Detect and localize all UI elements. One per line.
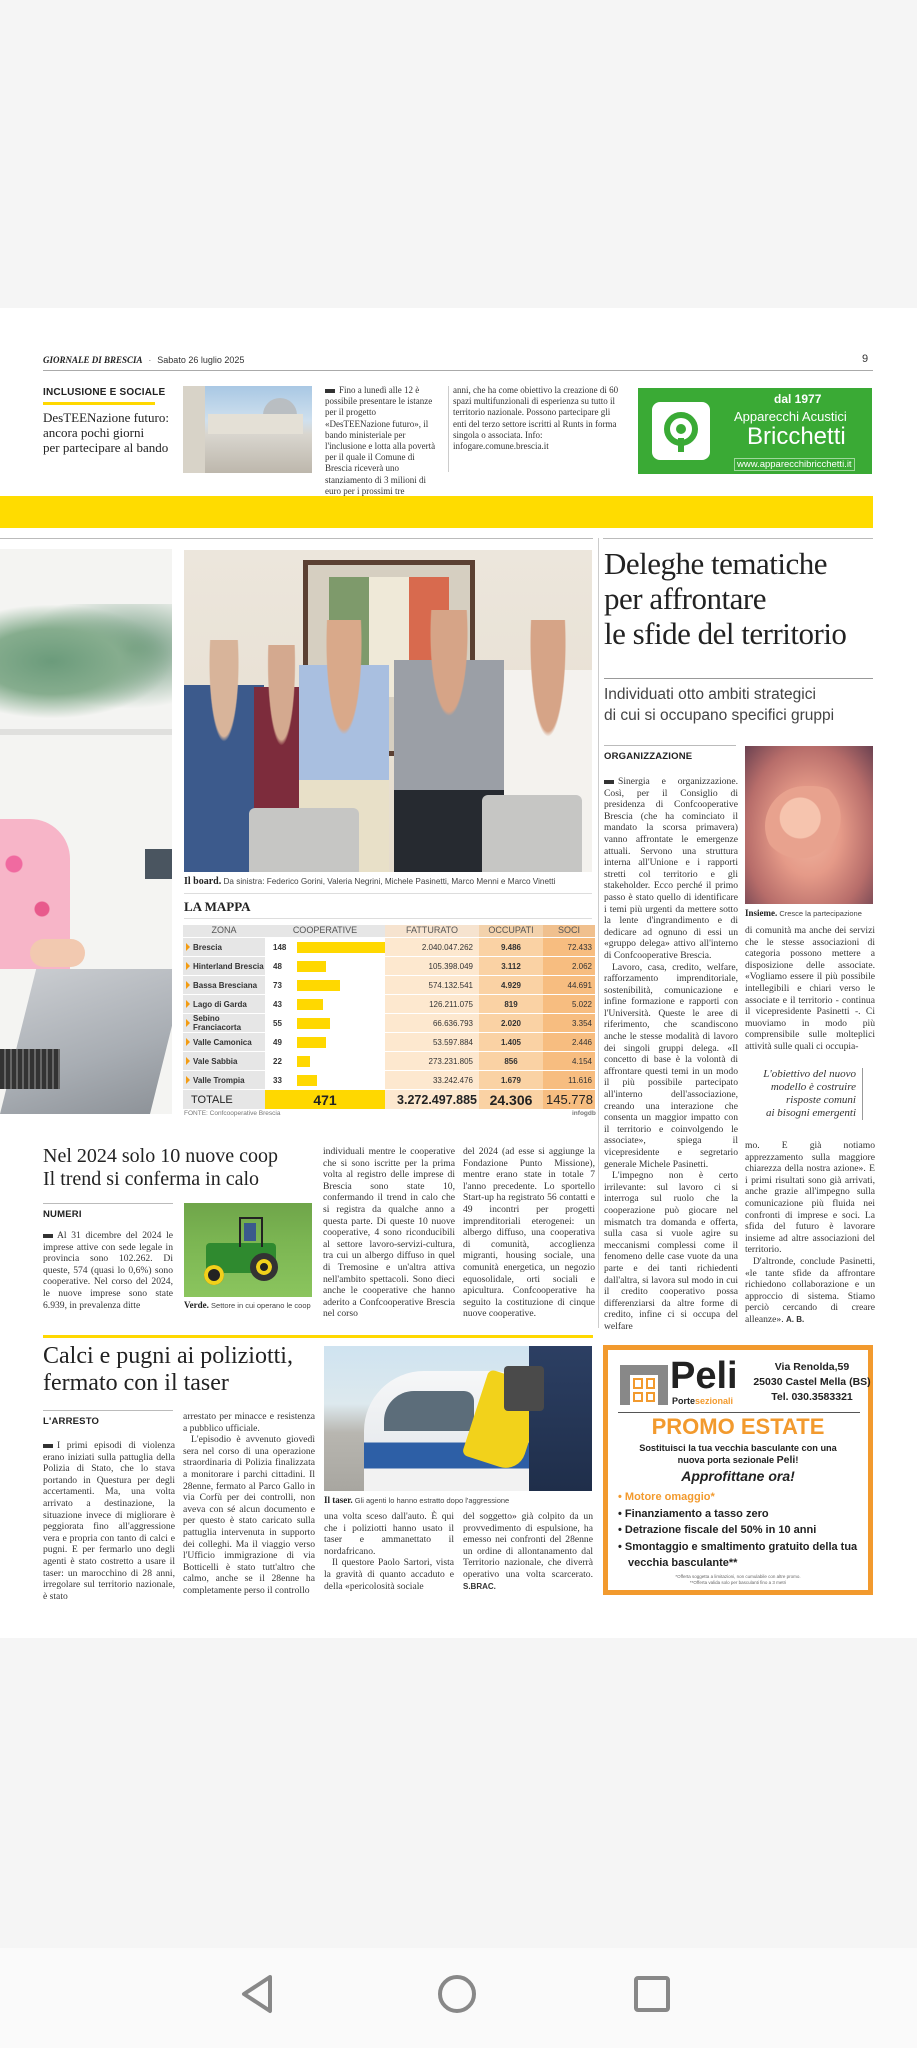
cell-occupati: 819	[479, 995, 543, 1013]
rule	[184, 893, 592, 894]
page-number: 9	[862, 353, 869, 365]
table-row	[183, 975, 595, 994]
table-row	[183, 1013, 595, 1032]
peli-brand: Peli	[670, 1355, 738, 1397]
rule	[184, 918, 592, 919]
peli-promo-title: PROMO ESTATE	[651, 1414, 825, 1439]
cell-fatturato: 66.636.793	[385, 1014, 479, 1032]
bricchetti-brand: Bricchetti	[747, 423, 846, 450]
cell-zona: Valle Trompia	[183, 1071, 265, 1089]
cell-zona: Bassa Bresciana	[183, 976, 265, 994]
rule	[604, 678, 873, 679]
cell-occupati: 9.486	[479, 938, 543, 956]
peli-bullet: • Detrazione fiscale del 50% in 10 anni	[618, 1524, 817, 1536]
table-row	[183, 956, 595, 975]
rule	[43, 1203, 173, 1204]
triangle-icon	[186, 962, 190, 970]
peli-address-line: Via Renolda,59	[774, 1361, 850, 1373]
peli-logo-icon	[620, 1365, 668, 1405]
main-col2b: mo. E già notiamo apprezzamento sulla maggiore chiarezza della nostra azione». E i primi risultati sono già arrivati, anche grazie all'impegno sulla comunicazione più fluida nei confronti di imprese e soci. La sfida del futuro è lavorare insieme ad altre associazioni del territorio. D'altronde, conclude Pasinetti, «le tante sfide da affrontare richiedono collaborazione e un approccio di sistema. Stiamo perciò cercando di creare alleanze». A. B.	[745, 1140, 875, 1325]
table-row	[183, 1051, 595, 1070]
home-icon[interactable]	[436, 1973, 478, 2015]
peli-pitch-line: nuova porta sezionale Peli!	[677, 1454, 799, 1466]
tractor-photo	[184, 1203, 312, 1297]
cell-coop: 22	[265, 1052, 385, 1070]
navigation-bar	[0, 1948, 917, 2048]
cell-soci: 11.616	[543, 1071, 595, 1089]
brief-kicker: INCLUSIONE E SOCIALE	[43, 387, 166, 398]
coop-bar	[297, 980, 340, 991]
taser-photo	[324, 1346, 592, 1491]
cell-soci: 44.691	[543, 976, 595, 994]
numbers-kicker: NUMERI	[43, 1209, 82, 1220]
peli-pitch	[608, 1442, 868, 1466]
table-total-row	[183, 1089, 595, 1109]
cell-coop: 48	[265, 957, 385, 975]
peli-ad[interactable]	[603, 1345, 873, 1595]
rule	[618, 1412, 860, 1413]
cell-soci: 3.354	[543, 1014, 595, 1032]
cell-fatturato: 105.398.049	[385, 957, 479, 975]
board-photo	[184, 550, 592, 872]
cell-zona: Hinterland Brescia	[183, 957, 265, 975]
cell-occupati: 4.929	[479, 976, 543, 994]
bricchetti-ad[interactable]	[638, 388, 872, 474]
numbers-headline	[43, 1145, 278, 1191]
peli-subbrand: Portesezionali	[672, 1396, 734, 1406]
bricchetti-logo-icon	[652, 402, 710, 460]
brief-headline-line: ancora pochi giorni	[43, 425, 145, 440]
hands-photo	[745, 746, 873, 904]
coop-bar	[297, 999, 323, 1010]
brief-col1: Fino a lunedì alle 12 è possibile presentare le istanze per il progetto «DesTEENazione futuro», il bando ministeriale per l'inclusione e lotta alla povertà per il quale il Comune di Brescia riceverà uno stanziamento di 3 milioni di euro per i prossimi tre	[325, 385, 436, 496]
rule	[43, 1410, 173, 1411]
col-header: OCCUPATI	[479, 925, 543, 937]
cell-soci: 5.022	[543, 995, 595, 1013]
arrest-headline-line: fermato con il taser	[43, 1370, 229, 1396]
subhead-line: Individuati otto ambiti strategici	[604, 686, 816, 703]
col-header: FATTURATO	[385, 925, 479, 937]
cell-zona: Valle Camonica	[183, 1033, 265, 1051]
arrest-col3: una volta sceso dall'auto. È qui che i poliziotti hanno usato il taser e ammanettato il nordafricano. Il questore Paolo Sartori, vista la gravità di quanto accaduto e della «pericolosità sociale	[324, 1511, 454, 1592]
coop-bar	[297, 942, 385, 953]
main-headline-line: Deleghe tematiche	[604, 546, 828, 581]
brief-headline	[43, 410, 169, 455]
yellow-rule	[43, 1335, 593, 1338]
office-photo	[0, 549, 172, 1114]
peli-address	[753, 1360, 871, 1405]
triangle-icon	[186, 943, 190, 951]
peli-bullets	[618, 1489, 863, 1572]
cell-zona: Brescia	[183, 938, 265, 956]
cell-occupati: 3.112	[479, 957, 543, 975]
peli-footnote: *Offerta soggetta a limitazioni, non cumulabile con altre promo.	[675, 1574, 801, 1579]
coop-bar	[297, 1056, 310, 1067]
brief-col2: anni, che ha come obiettivo la creazione di 60 spazi multifunzionali di esperienza su tutto il territorio nazionale. Possono partecipare gli enti del terzo settore iscritti al Runts in forma singola o associata. Info: infogare.comune.brescia.it	[453, 385, 619, 452]
coop-bar	[297, 1075, 317, 1086]
numbers-headline-line: Il trend si conferma in calo	[43, 1168, 260, 1190]
quote-line: modello è costruire	[770, 1081, 856, 1093]
main-headline-line: per affrontare	[604, 581, 766, 616]
yellow-band	[0, 496, 873, 528]
col-header: SOCI	[543, 925, 595, 937]
total-coop: 471	[265, 1090, 385, 1109]
quote-line: L'obiettivo del nuovo	[763, 1068, 856, 1080]
triangle-icon	[186, 1000, 190, 1008]
cell-coop: 55	[265, 1014, 385, 1032]
cell-fatturato: 2.040.047.262	[385, 938, 479, 956]
cell-fatturato: 273.231.805	[385, 1052, 479, 1070]
total-label: TOTALE	[183, 1090, 265, 1109]
cell-occupati: 2.020	[479, 1014, 543, 1032]
col-header: ZONA	[211, 925, 237, 935]
main-kicker: ORGANIZZAZIONE	[604, 751, 693, 762]
hands-caption: Insieme. Cresce la partecipazione	[745, 908, 862, 918]
cell-fatturato: 33.242.476	[385, 1071, 479, 1089]
piazza-photo	[183, 386, 312, 473]
triangle-icon	[186, 1057, 190, 1065]
peli-bullet: • Finanziamento a tasso zero	[618, 1507, 769, 1520]
cell-fatturato: 574.132.541	[385, 976, 479, 994]
table-credit: infogdb	[572, 1110, 596, 1117]
tractor-caption: Verde. Settore in cui operano le coop	[184, 1300, 311, 1310]
map-title: LA MAPPA	[184, 899, 251, 914]
main-headline	[604, 546, 846, 651]
brief-headline-line: per partecipare al bando	[43, 440, 169, 455]
table-row	[183, 1032, 595, 1051]
table-row	[183, 1070, 595, 1089]
issue-date: Sabato 26 luglio 2025	[157, 355, 245, 365]
numbers-col2: individuali mentre le cooperative che si sono iscritte per la prima volta al registro delle imprese di Brescia sono state 10, confermando il trend in calo che si registra da qualche anno a questa parte. Di queste 10 nuove cooperative, 4 sono riconducibili al settore lavoro-servizi-cultura, tra cui un albergo diffuso in quel di Tremosine e un'altra attiva nell'ambito spettacoli. Sono dieci anche le cooperative che hanno aderito a Confcooperative Brescia nel corso	[323, 1146, 455, 1320]
coop-bar	[297, 1018, 330, 1029]
peli-cta: Approfittane ora!	[681, 1468, 795, 1484]
rule	[604, 745, 736, 746]
arrest-headline-line: Calci e pugni ai poliziotti,	[43, 1343, 293, 1369]
kicker-underline	[43, 402, 155, 405]
triangle-icon	[186, 1019, 190, 1027]
cell-coop: 33	[265, 1071, 385, 1089]
pull-quote	[745, 1068, 863, 1120]
bricchetti-url[interactable]: www.apparecchibricchetti.it	[734, 458, 855, 471]
total-soci: 145.778	[543, 1090, 595, 1109]
table-source: FONTE: Confcooperative Brescia	[184, 1110, 281, 1117]
cell-occupati: 1.679	[479, 1071, 543, 1089]
peli-pitch-line: Sostituisci la tua vecchia basculante con una	[639, 1443, 837, 1453]
arrest-col2: arrestato per minacce e resistenza a pubblico ufficiale. L'episodio è avvenuto giovedì sera nel corso di una operazione straordinaria di Polizia finalizzata a monitorare i parchi cittadini. Il 28enne, fermato al Parco Gallo in via Corfù per dei controlli, non aveva con sé alcun documento e per questo è stato caricato sulla pattuglia intervenuta in supporto dei colleghi. Ma il viaggio verso l'Ufficio immigrazione di via Botticelli è stato tutt'altro che calmo, anche se il 28enne ha completamente perso il controllo	[183, 1411, 315, 1596]
main-subhead	[604, 684, 834, 726]
peli-footnotes	[608, 1574, 868, 1585]
paper-name: GIORNALE DI BRESCIA	[43, 355, 143, 365]
cell-zona: Lago di Garda	[183, 995, 265, 1013]
coop-bar	[297, 961, 326, 972]
main-headline-line: le sfide del territorio	[604, 616, 847, 651]
cell-zona: Sebino Franciacorta	[183, 1014, 265, 1032]
col-header: COOPERATIVE	[265, 925, 385, 937]
cell-soci: 72.433	[543, 938, 595, 956]
cell-soci: 4.154	[543, 1052, 595, 1070]
arrest-col4: del soggetto» già colpito da un provvedimento di espulsione, ha emesso nei confronti del 28enne un ordine di allontanamento dal Territorio nazionale, che diverrà operativo una volta scarcerato. S.BRAC.	[463, 1511, 593, 1591]
arrest-headline	[43, 1343, 293, 1397]
numbers-col1: Al 31 dicembre del 2024 le imprese attive con sede legale in provincia sono 102.262. Di queste, 574 (quasi lo 0,6%) sono cooperative. Nel corso del 2024, le nuove imprese sono state 6.939, in prevalenza ditte	[43, 1230, 173, 1311]
coop-bar	[297, 1037, 326, 1048]
table-header	[183, 925, 595, 937]
triangle-icon	[186, 1038, 190, 1046]
cell-soci: 2.446	[543, 1033, 595, 1051]
board-caption: Il board. Da sinistra: Federico Gorini, Valeria Negrini, Michele Pasinetti, Marco Menni e Marco Vinetti	[184, 876, 556, 887]
cell-zona: Vale Sabbia	[183, 1052, 265, 1070]
cell-coop: 49	[265, 1033, 385, 1051]
section-rule	[0, 538, 593, 539]
brief-headline-line: DesTEENazione futuro:	[43, 410, 169, 425]
total-occupati: 24.306	[479, 1090, 543, 1109]
cell-fatturato: 126.211.075	[385, 995, 479, 1013]
bricchetti-since: dal 1977	[774, 392, 822, 406]
column-divider	[598, 538, 599, 1328]
arrest-col1: I primi episodi di violenza erano iniziati sulla pattuglia della Polizia di Stato, che lo stava portando in Questura per degli accertamenti. Ma, una volta arrivato a destinazione, la situazione invece di migliorare è peggiorata fino all'aggressione vera e propria con tanto di calci e pugni. E per fermarlo uno degli agenti è stato costretto a usare il taser: un marocchino di 28 anni, irregolare sul territorio nazionale, è stato	[43, 1440, 175, 1602]
peli-bullet: • Motore omaggio*	[618, 1491, 715, 1503]
bricchetti-line1: Apparecchi Acustici	[734, 409, 847, 424]
masthead: GIORNALE DI BRESCIA · Sabato 26 luglio 2025	[43, 355, 245, 365]
cell-soci: 2.062	[543, 957, 595, 975]
map-table	[183, 925, 595, 1109]
arrest-kicker: L'ARRESTO	[43, 1416, 100, 1427]
cell-fatturato: 53.597.884	[385, 1033, 479, 1051]
numbers-headline-line: Nel 2024 solo 10 nuove coop	[43, 1145, 278, 1167]
subhead-line: di cui si occupano specifici gruppi	[604, 707, 835, 724]
section-rule	[603, 538, 873, 539]
cell-coop: 73	[265, 976, 385, 994]
peli-address-line: 25030 Castel Mella (BS)	[753, 1376, 871, 1388]
total-fatturato: 3.272.497.885	[385, 1090, 479, 1109]
masthead-rule	[43, 370, 873, 371]
quote-line: risposte comuni	[786, 1094, 856, 1106]
table-row	[183, 937, 595, 956]
triangle-icon	[186, 1076, 190, 1084]
recents-icon[interactable]	[632, 1974, 672, 2014]
main-col2: di comunità ma anche dei servizi che le stesse associazioni di categoria possono mettere a disposizione delle associate. «Vogliamo essere il più possibile intellegibili e chiari verso le associate e il territorio - continua il vicepresidente Pasinetti -. Ci muoviamo in modo più comprensibile sulle molteplici attività sulle quali ci occupia-	[745, 925, 875, 1052]
table-body	[183, 937, 595, 1089]
taser-caption: Il taser. Gli agenti lo hanno estratto dopo l'aggressione	[324, 1495, 510, 1505]
peli-phone[interactable]: Tel. 030.3583321	[771, 1391, 853, 1403]
cell-coop: 43	[265, 995, 385, 1013]
cell-coop: 148	[265, 938, 385, 956]
triangle-icon	[186, 981, 190, 989]
main-col1: Sinergia e organizzazione. Così, per il Consiglio di presidenza di Confcooperative Brescia (che ha cominciato il mandato la scorsa primavera) vanno affrontate le emergenze attuali. Servono una struttura interna all'Unione e i rapporti stretti col territorio e gli stakeholder. Ecco perché il primo passo è stato quello di identificare i temi più urgenti da mettere sotto la lente d'ingrandimento e di dedicare ad ognuno di essi un «gruppo delega» attivo all'interno di Confcooperative Brescia. Lavoro, casa, credito, welfare, rafforzamento imprenditoriale, sostenibilità, comunicazione e infine formazione e rapporti con l'Università. Queste le aree di riferimento, che scandiscono anche le stesse modalità di lavoro dei singoli gruppi delega. «Il concetto di base è la volontà di affrontare questi temi in un modo il più possibile partecipato all'interno dell'associazione, creando una interazione che consenta un maggior impatto con il territorio e coinvolgendo le associate», spiega il vicepresidente e segretario generale Michele Pasinetti. L'impegno non è certo irrilevante: sul lavoro ci si interroga sul ruolo che la cooperazione può giocare nel mismatch tra domanda e offerta, sulla casa si vuole agire su meccanismi complessi come il fenomeno delle case vuote da una parte e dei tanti richiedenti dall'altra, si lavora sul modo in cui il credito cooperativo possa differenziarsi da altre forme di credito, infine ci si occupa del welfare	[604, 776, 738, 1332]
table-row	[183, 994, 595, 1013]
peli-footnote: **Offerta valida solo per basculanti fino a 3 metri	[689, 1579, 787, 1585]
cell-occupati: 856	[479, 1052, 543, 1070]
peli-bullet: • Smontaggio e smaltimento gratuito della tua vecchia basculante**	[618, 1540, 858, 1569]
back-icon[interactable]	[238, 1973, 278, 2015]
cell-occupati: 1.405	[479, 1033, 543, 1051]
numbers-col3: del 2024 (ad esse si aggiunge la Fondazione Punto Missione), mentre erano state in totale 7 l'anno precedente. Lo sportello Start-up ha registrato 56 contatti e 49 incontri per progetti imprenditoriali eterogenei: un albergo diffuso, una cooperativa di comunità, accoglienza migranti, housing sociale, una comunità energetica, un negozio equosolidale, orti sociali e apicultura. Confcooperative ha seguito la costituzione di cinque nuove cooperative.	[463, 1146, 595, 1320]
column-divider	[448, 386, 449, 472]
quote-line: ai bisogni emergenti	[765, 1107, 856, 1119]
